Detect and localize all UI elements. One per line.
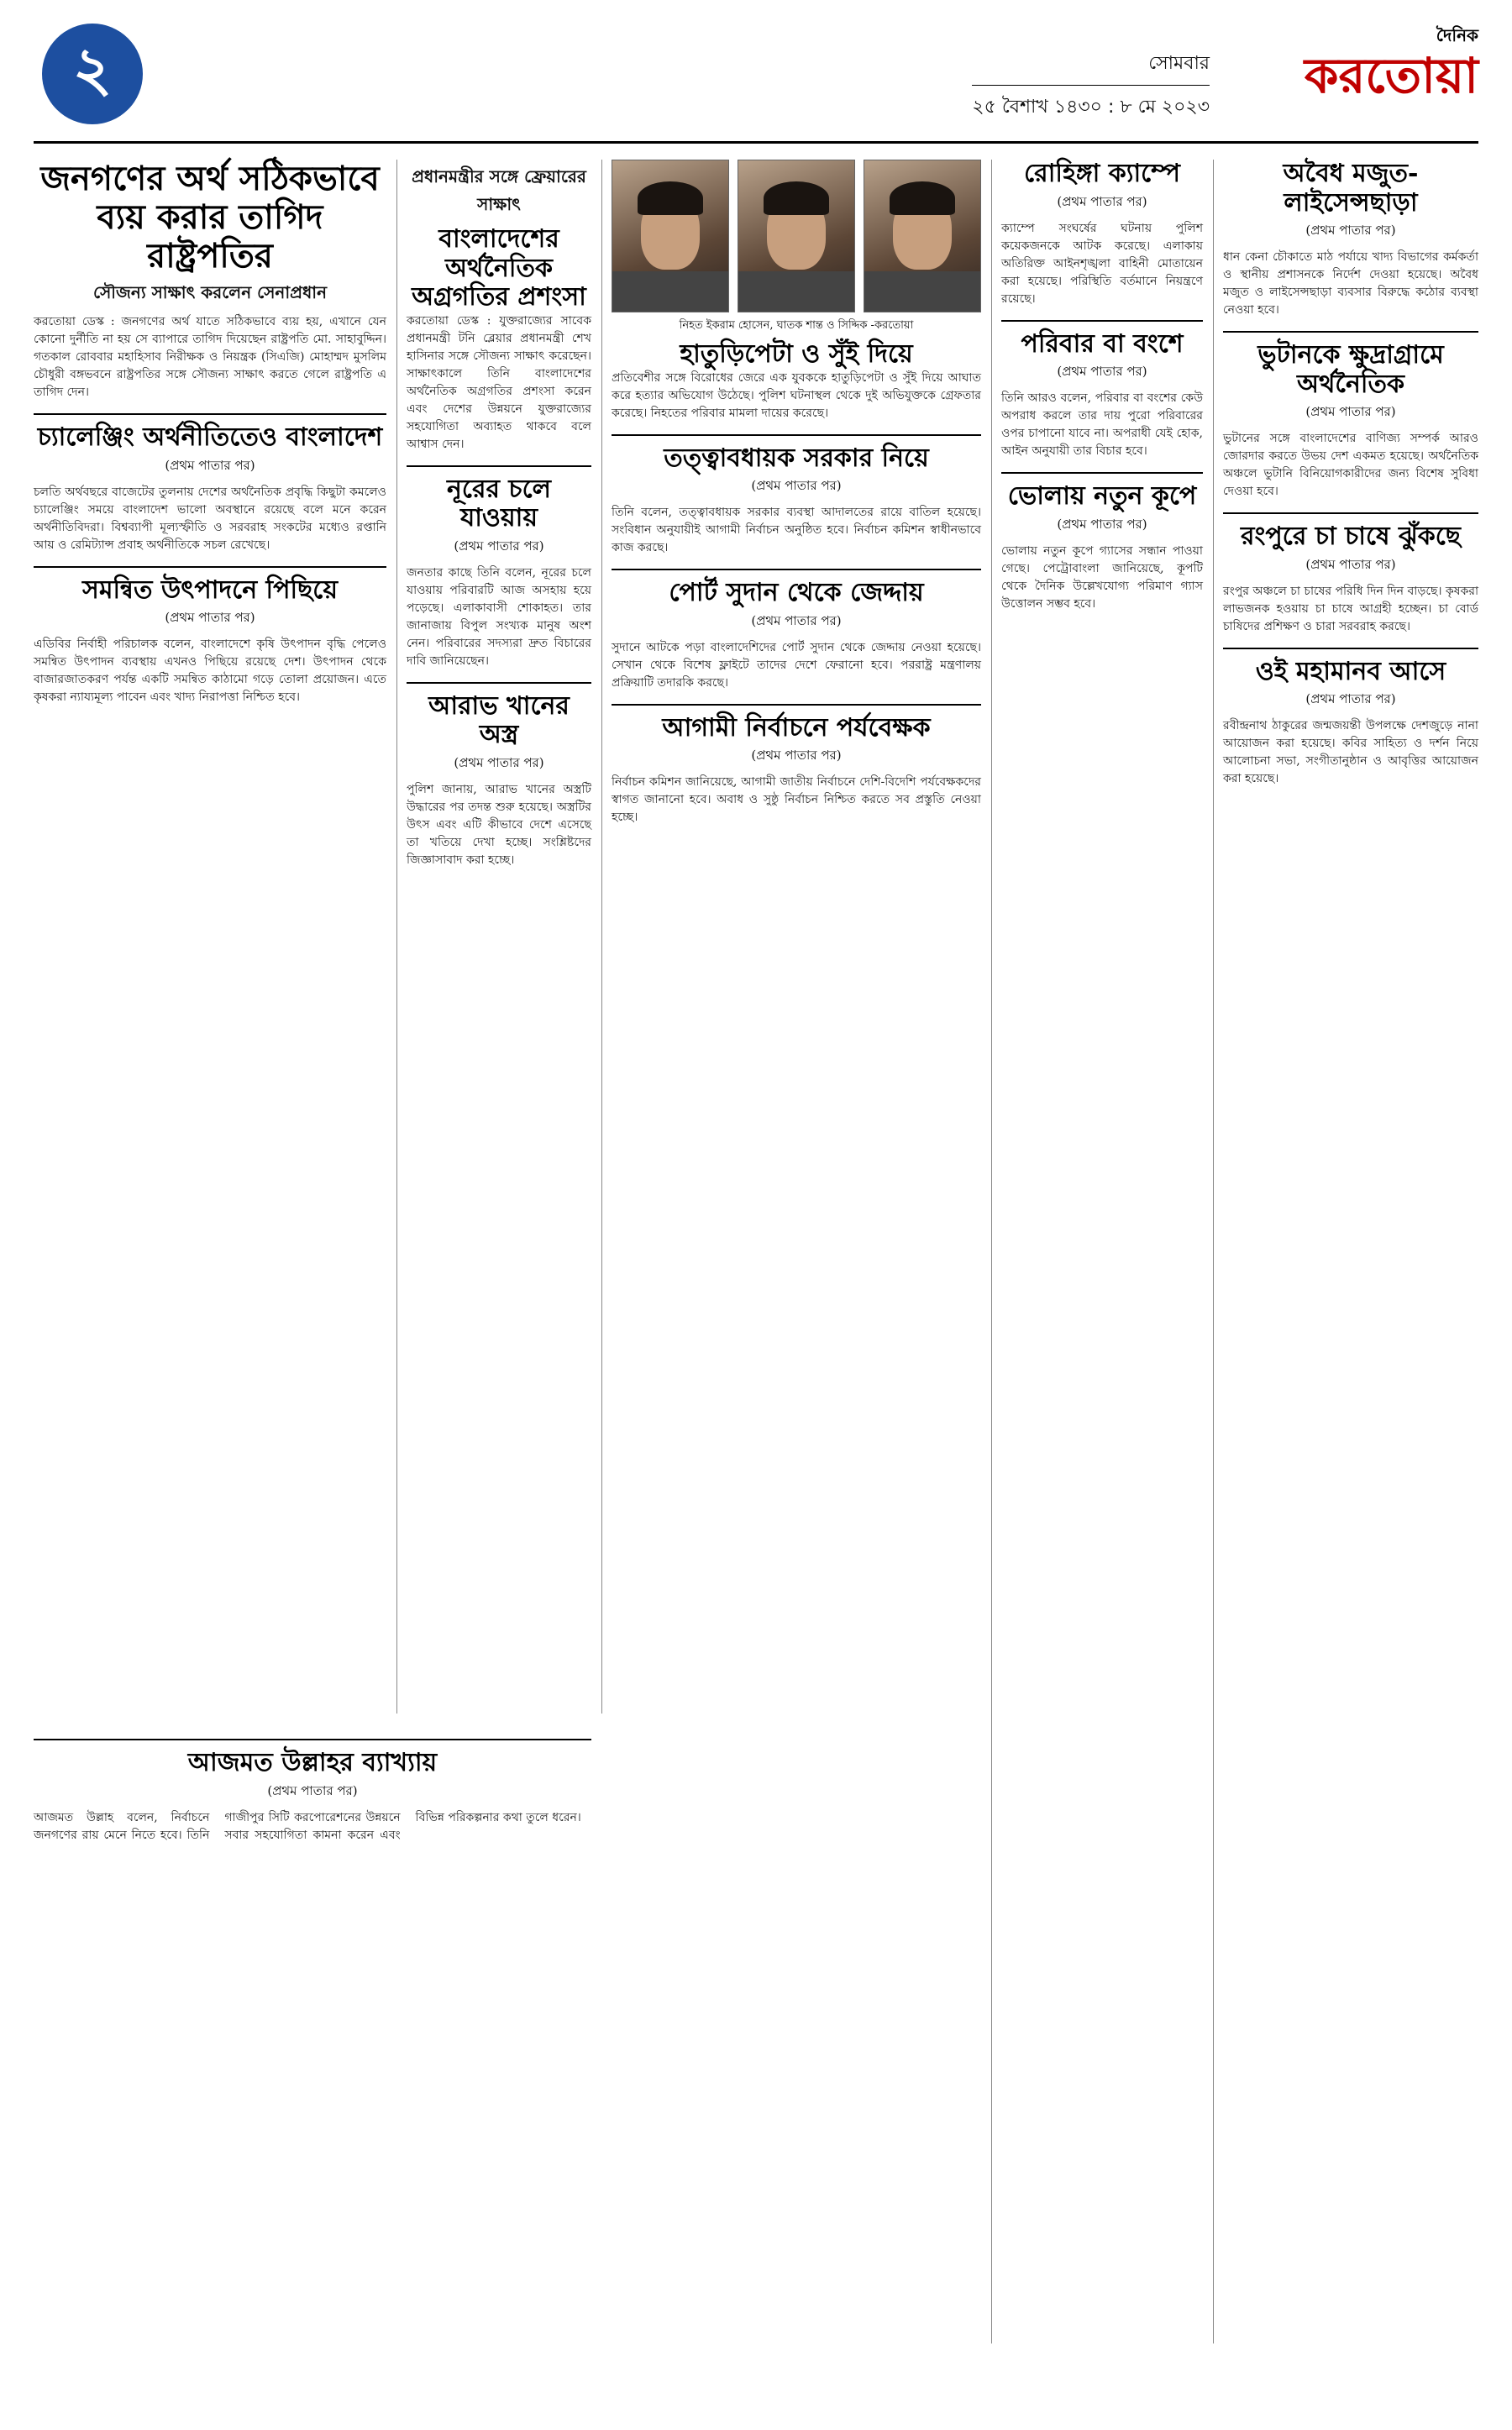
coordinated-body: এডিবির নির্বাহী পরিচালক বলেন, বাংলাদেশে কৃষি উৎপাদন বৃদ্ধি পেলেও সমন্বিত উৎপাদন ব্যবস্থায় এখনও পিছিয়ে রয়েছে দেশ। উৎপাদন থেকে বাজারজাতকরণ পর্যন্ত একটি সমন্বিত কাঠামো গড়ে তোলা প্রয়োজন। এতে কৃষকরা ন্যায্যমূল্য পাবেন এবং খাদ্য নিরাপত্তা নিশ্চিত হবে। <box>34 638 386 704</box>
challenge-story <box>34 423 386 554</box>
hatu-headline: হাতুড়িপেটা ও সুঁই দিয়ে <box>680 339 913 369</box>
azamat-story <box>34 1749 591 1845</box>
mahamanab-story <box>1223 658 1478 789</box>
nur-headline: নূরের চলে যাওয়ায় <box>446 474 551 533</box>
coordinated-headline: সমন্বিত উৎপাদনে পিছিয়ে <box>82 575 338 605</box>
bhola-body: ভোলায় নতুন কূপে গ্যাসের সন্ধান পাওয়া গেছে। পেট্রোবাংলা জানিয়েছে, কূপটি থেকে দৈনিক উল্লেখযোগ্য পরিমাণ গ্যাস উত্তোলন সম্ভব হবে। <box>1001 543 1203 611</box>
bhutan-story <box>1223 341 1478 501</box>
nur-credit: (প্রথম পাতার পর) <box>454 538 544 554</box>
rangpur-story <box>1223 522 1478 636</box>
election-credit: (প্রথম পাতার পর) <box>751 748 842 763</box>
bhutan-body: ভুটানের সঙ্গে বাংলাদেশের বাণিজ্য সম্পর্ক আরও জোরদার করতে উভয় দেশ একমত হয়েছে। অর্থনৈতিক অঞ্চলে ভুটানি বিনিয়োগকারীদের জন্য বিশেষ সুবিধা দেওয়া হবে। <box>1223 432 1478 498</box>
lead-body: করতোয়া ডেস্ক : জনগণের অর্থ যাতে সঠিকভাবে ব্যয় হয়, এখানে যেন কোনো দুর্নীতি না হয় সে ব্যাপারে তাগিদ দিয়েছেন রাষ্ট্রপতি মো. সাহাবুদ্দিন। গতকাল রোববার মহাহিসাব নিরীক্ষক ও নিয়ন্ত্রক (সিএজি) মোহাম্মদ মুসলিম চৌধুরী বঙ্গভবনে রাষ্ট্রপতির সঙ্গে সৌজন্য সাক্ষাৎ করতে গেলে রাষ্ট্রপতি এ তাগিদ দেন। <box>34 315 386 399</box>
column-3 <box>612 160 981 838</box>
lead-story <box>34 160 386 402</box>
rangpur-body: রংপুর অঞ্চলে চা চাষের পরিধি দিন দিন বাড়ছে। কৃষকরা লাভজনক হওয়ায় চা চাষে আগ্রহী হচ্ছেন। চা বোর্ড চাষিদের প্রশিক্ষণ ও চারা সরবরাহ করছে। <box>1223 584 1478 633</box>
election-story <box>612 714 981 827</box>
victim-photo <box>612 160 729 312</box>
arab-headline: আরাভ খানের অস্ত্র <box>428 690 570 749</box>
column-1 <box>34 160 386 718</box>
rangpur-credit: (প্রথম পাতার পর) <box>1305 556 1396 572</box>
newspaper-logo <box>1226 24 1478 124</box>
arab-story <box>407 692 591 869</box>
azamat-headline: আজমত উল্লাহর ব্যাখ্যায় <box>187 1748 438 1777</box>
pm-story <box>407 165 591 454</box>
coordinated-story <box>34 576 386 707</box>
port-credit: (প্রথম পাতার পর) <box>751 612 842 628</box>
port-headline: পোর্ট সুদান থেকে জেদ্দায় <box>669 578 924 607</box>
family-credit: (প্রথম পাতার পর) <box>1057 364 1147 379</box>
nur-story <box>407 475 591 670</box>
coordinated-credit: (প্রথম পাতার পর) <box>165 610 255 625</box>
dateline <box>972 49 1210 123</box>
azamat-credit: (প্রথম পাতার পর) <box>267 1782 358 1798</box>
day-label: সোমবার <box>972 49 1210 86</box>
election-headline: আগামী নির্বাচনে পর্যবেক্ষক <box>662 712 931 743</box>
bhutan-credit: (প্রথম পাতার পর) <box>1305 404 1396 419</box>
port-body: সুদানে আটকে পড়া বাংলাদেশিদের পোর্ট সুদান থেকে জেদ্দায় নেওয়া হয়েছে। সেখান থেকে বিশেষ ফ্লাইটে তাদের দেশে ফেরানো হবে। পররাষ্ট্র মন্ত্রণালয় প্রক্রিয়াটি তদারকি করছে। <box>612 640 981 690</box>
pm-body: করতোয়া ডেস্ক : যুক্তরাজ্যের সাবেক প্রধানমন্ত্রী টনি ব্লেয়ার প্রধানমন্ত্রী শেখ হাসিনার সঙ্গে সৌজন্য সাক্ষাৎ করেছেন। সাক্ষাৎকালে তিনি বাংলাদেশের অর্থনৈতিক অগ্রগতির প্রশংসা করেন এবং দেশের উন্নয়নে যুক্তরাজ্যের সহযোগিতা অব্যাহত থাকবে বলে আশ্বাস দেন। <box>407 313 591 451</box>
family-headline: পরিবার বা বংশে <box>1021 328 1184 359</box>
page-number: ২ <box>42 24 143 124</box>
hatu-body: প্রতিবেশীর সঙ্গে বিরোধের জেরে এক যুবককে হাতুড়িপেটা ও সুঁই দিয়ে আঘাত করে হত্যার অভিযোগ উঠেছে। পুলিশ ঘটনাস্থল থেকে দুই অভিযুক্তকে গ্রেফতার করেছে। নিহতের পরিবার মামলা দায়ের করেছে। <box>612 370 981 420</box>
azamat-body: আজমত উল্লাহ বলেন, নির্বাচনে জনগণের রায় মেনে নিতে হবে। তিনি গাজীপুর সিটি করপোরেশনের উন্নয়নে সবার সহযোগিতা কামনা করেন এবং বিভিন্ন পরিকল্পনার কথা তুলে ধরেন। <box>34 1810 581 1842</box>
masthead <box>34 15 1478 144</box>
illegal-story <box>1223 160 1478 319</box>
bhola-credit: (প্রথম পাতার পর) <box>1057 516 1147 532</box>
rangpur-headline: রংপুরে চা চাষে ঝুঁকছে <box>1241 522 1461 551</box>
logo-small: দৈনিক <box>1436 25 1478 45</box>
challenge-body: চলতি অর্থবছরে বাজেটের তুলনায় দেশের অর্থনৈতিক প্রবৃদ্ধি কিছুটা কমলেও চ্যালেঞ্জিং সময়ে বাংলাদেশ ভালো অবস্থানে রয়েছে বলে মনে করেন অর্থনীতিবিদরা। বিশ্বব্যাপী মূল্যস্ফীতি ও সরবরাহ সংকটের মধ্যেও রপ্তানি আয় ও রেমিট্যান্স প্রবাহ অর্থনীতিকে সচল রেখেছে। <box>34 485 386 552</box>
arab-credit: (প্রথম পাতার পর) <box>454 754 544 770</box>
mahamanab-headline: ওই মহামানব আসে <box>1255 656 1446 686</box>
caretaker-credit: (প্রথম পাতার পর) <box>751 478 842 493</box>
photo-caption: নিহত ইকরাম হোসেন, ঘাতক শান্ত ও সিদ্দিক -করতোয়া <box>679 319 914 332</box>
rohingya-credit: (প্রথম পাতার পর) <box>1057 193 1147 209</box>
family-story <box>1001 330 1203 461</box>
caretaker-body: তিনি বলেন, তত্ত্বাবধায়ক সরকার ব্যবস্থা আদালতের রায়ে বাতিল হয়েছে। সংবিধান অনুযায়ীই আগামী নির্বাচন অনুষ্ঠিত হবে। নির্বাচন কমিশন স্বাধীনভাবে কাজ করছে। <box>612 506 981 554</box>
column-2 <box>407 160 591 881</box>
accused-photo-2 <box>864 160 981 312</box>
caretaker-headline: তত্ত্বাবধায়ক সরকার নিয়ে <box>664 443 929 473</box>
pm-headline: বাংলাদেশের অর্থনৈতিক অগ্রগতির প্রশংসা <box>412 224 586 312</box>
date-label: ২৫ বৈশাখ ১৪৩০ : ৮ মে ২০২৩ <box>972 97 1210 118</box>
pm-headline-lead: প্রধানমন্ত্রীর সঙ্গে ফ্রেয়ারের সাক্ষাৎ <box>412 166 586 214</box>
challenge-headline: চ্যালেঞ্জিং অর্থনীতিতেও বাংলাদেশ <box>37 422 383 452</box>
challenge-credit: (প্রথম পাতার পর) <box>165 457 255 473</box>
lead-subhead: সৌজন্য সাক্ষাৎ করলেন সেনাপ্রধান <box>92 282 328 302</box>
mahamanab-body: রবীন্দ্রনাথ ঠাকুরের জন্মজয়ন্তী উপলক্ষে দেশজুড়ে নানা আয়োজন করা হয়েছে। কবির সাহিত্য ও দর্শন নিয়ে আলোচনা সভা, সংগীতানুষ্ঠান ও আবৃত্তির আয়োজন করা হয়েছে। <box>1223 719 1478 785</box>
family-body: তিনি আরও বলেন, পরিবার বা বংশের কেউ অপরাধ করলে তার দায় পুরো পরিবারের ওপর চাপানো যাবে না। অপরাধী যেই হোক, আইন অনুযায়ী তার বিচার হবে। <box>1001 391 1203 458</box>
mahamanab-credit: (প্রথম পাতার পর) <box>1305 691 1396 706</box>
accused-photo-1 <box>738 160 855 312</box>
nur-body: জনতার কাছে তিনি বলেন, নূরের চলে যাওয়ায় পরিবারটি আজ অসহায় হয়ে পড়েছে। এলাকাবাসী শোকাহত। তার জানাজায় বিপুল সংখ্যক মানুষ অংশ নেন। পরিবারের সদস্যরা দ্রুত বিচারের দাবি জানিয়েছেন। <box>407 565 591 668</box>
illegal-body: ধান কেনা চৌকাতে মাঠ পর্যায়ে খাদ্য বিভাগের কর্মকর্তা ও স্থানীয় প্রশাসনকে নির্দেশ দেওয়া হয়েছে। অবৈধ মজুত ও লাইসেন্সছাড়া ব্যবসার বিরুদ্ধে কঠোর ব্যবস্থা নেওয়া হবে। <box>1223 250 1478 317</box>
rohingya-story <box>1001 160 1203 308</box>
caretaker-story <box>612 444 981 558</box>
column-5 <box>1223 160 1478 800</box>
rohingya-body: ক্যাম্পে সংঘর্ষের ঘটনায় পুলিশ কয়েকজনকে আটক করেছে। এলাকায় অতিরিক্ত আইনশৃঙ্খলা বাহিনী মোতায়েন করা হয়েছে। পরিস্থিতি বর্তমানে নিয়ন্ত্রণে রয়েছে। <box>1001 221 1203 306</box>
port-story <box>612 579 981 692</box>
lead-headline: জনগণের অর্থ সঠিকভাবে ব্যয় করার তাগিদ রাষ্ট্রপতির <box>40 159 380 276</box>
rohingya-headline: রোহিঙ্গা ক্যাম্পে <box>1024 159 1180 188</box>
photo-row <box>612 160 981 312</box>
bottom-band <box>34 1730 591 1856</box>
arab-body: পুলিশ জানায়, আরাভ খানের অস্ত্রটি উদ্ধারের পর তদন্ত শুরু হয়েছে। অস্ত্রটির উৎস এবং এটি কীভাবে দেশে এসেছে তা খতিয়ে দেখা হচ্ছে। সংশ্লিষ্টদের জিজ্ঞাসাবাদ করা হচ্ছে। <box>407 782 591 867</box>
bhola-headline: ভোলায় নতুন কূপে <box>1007 481 1197 511</box>
election-body: নির্বাচন কমিশন জানিয়েছে, আগামী জাতীয় নির্বাচনে দেশি-বিদেশি পর্যবেক্ষকদের স্বাগত জানানো হবে। অবাধ ও সুষ্ঠু নির্বাচন নিশ্চিত করতে সব প্রস্তুতি নেওয়া হচ্ছে। <box>612 775 981 824</box>
bhutan-headline: ভুটানকে ক্ষুদ্রাগ্রামে অর্থনৈতিক <box>1257 340 1444 399</box>
bhola-story <box>1001 482 1203 613</box>
logo-main: করতোয়া <box>1304 47 1478 104</box>
illegal-headline: অবৈধ মজুত-লাইসেন্সছাড়া <box>1283 159 1419 218</box>
column-4 <box>1001 160 1203 625</box>
illegal-credit: (প্রথম পাতার পর) <box>1305 223 1396 238</box>
hatu-story <box>612 160 981 422</box>
